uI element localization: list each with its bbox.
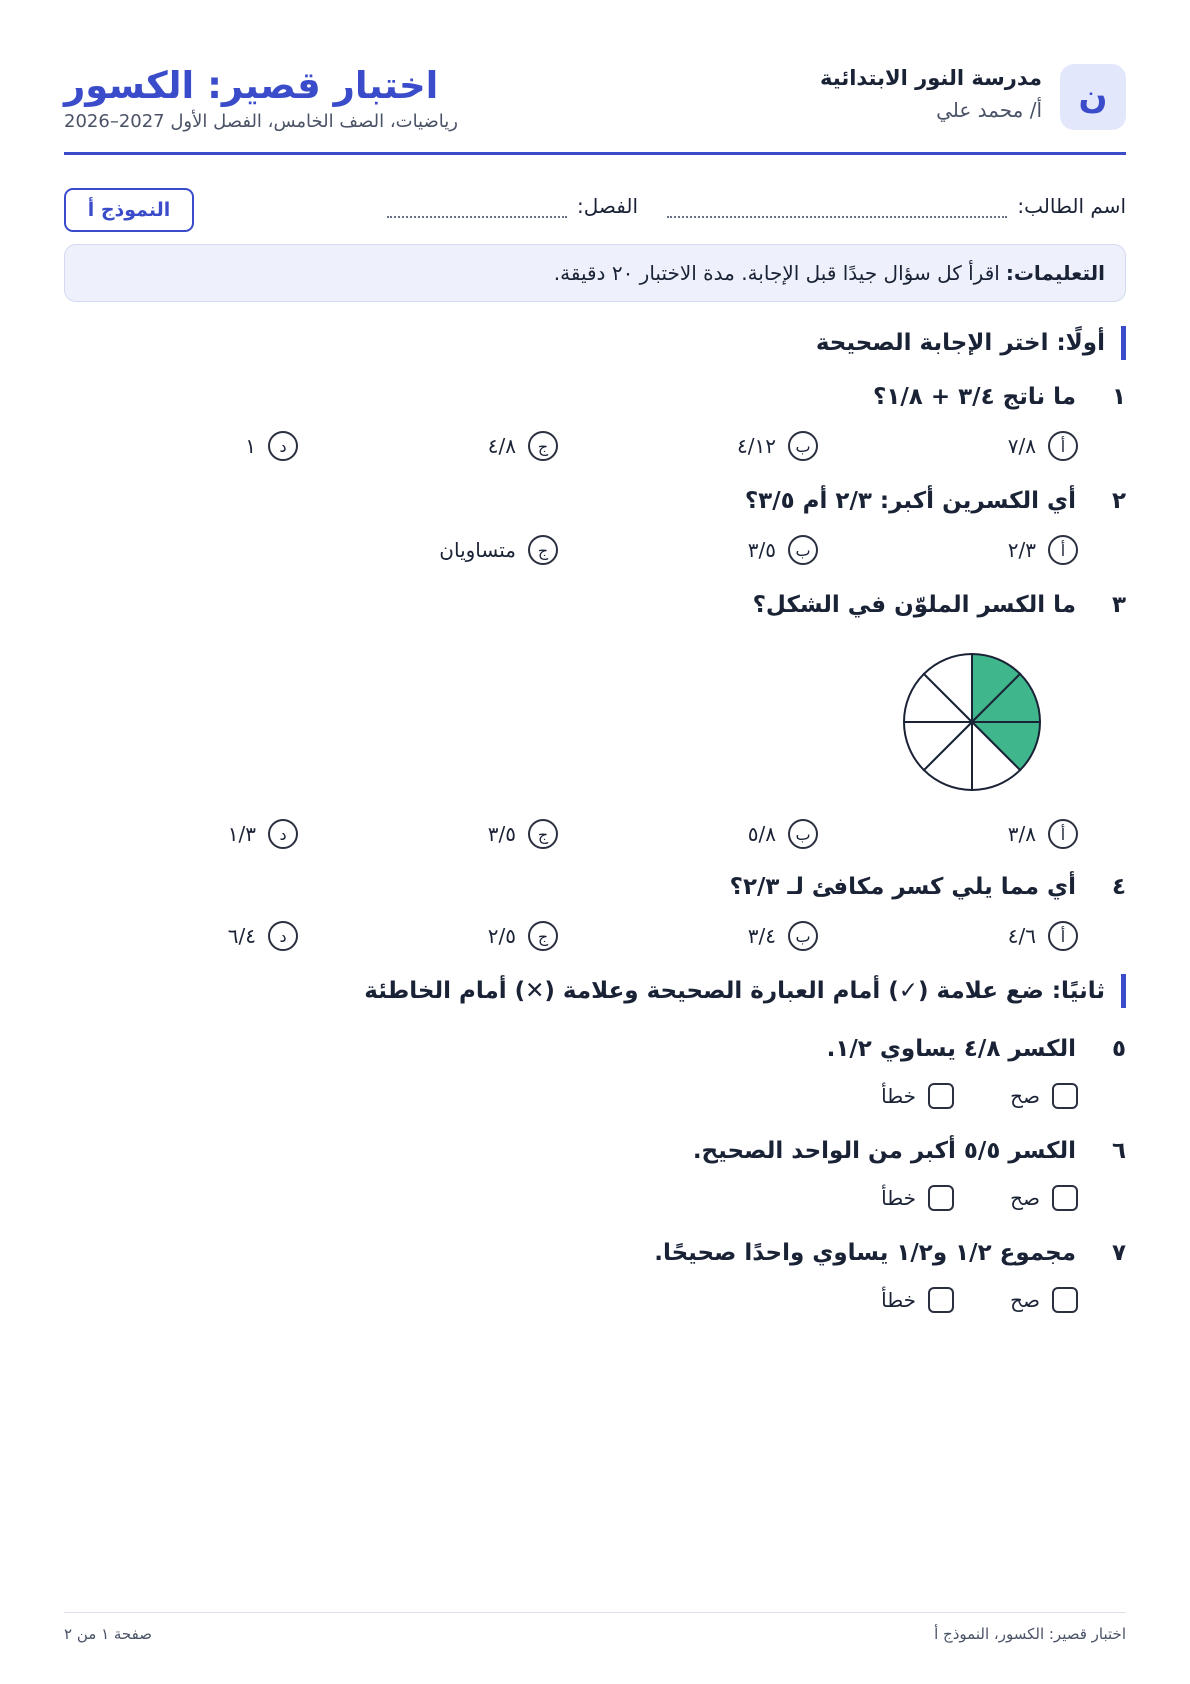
option-value: ٣/٥ — [747, 538, 776, 562]
false-option[interactable] — [881, 1183, 954, 1213]
page-title: اختبار قصير: الكسور — [64, 64, 439, 107]
teacher-name: أ/ محمد علي — [936, 98, 1042, 122]
option-b[interactable] — [748, 918, 818, 954]
question-text: ما الكسر الملوّن في الشكل؟ — [752, 592, 1076, 618]
title-block — [64, 64, 458, 132]
quiz-page — [64, 0, 1126, 1684]
option-letter: أ — [1048, 921, 1078, 951]
question-text: الكسر ٤/٨ يساوي ١/٢. — [826, 1036, 1076, 1062]
false-label: خطأ — [881, 1288, 916, 1312]
question-text: مجموع ١/٢ و١/٢ يساوي واحدًا صحيحًا. — [654, 1240, 1076, 1266]
question-text: ما ناتج ٣/٤ + ١/٨؟ — [873, 384, 1076, 410]
option-a[interactable] — [1008, 428, 1078, 464]
question-number: ٢ — [1111, 488, 1126, 514]
page-subtitle: رياضيات، الصف الخامس، الفصل الأول 2027–2026 — [64, 111, 458, 132]
option-value: ٣/٨ — [1007, 822, 1036, 846]
option-letter: ج — [528, 819, 558, 849]
option-d[interactable] — [228, 918, 298, 954]
option-a[interactable] — [1008, 918, 1078, 954]
option-value: ٢/٥ — [487, 924, 516, 948]
question-number: ١ — [1111, 384, 1126, 410]
option-letter: ج — [528, 535, 558, 565]
class-label: الفصل: — [577, 194, 638, 218]
question-text: أي الكسرين أكبر: ٢/٣ أم ٣/٥؟ — [744, 488, 1076, 514]
student-name-field — [667, 194, 1126, 218]
false-checkbox[interactable] — [928, 1185, 954, 1211]
header — [64, 64, 1126, 155]
question-number: ٥ — [1111, 1036, 1126, 1062]
option-letter: أ — [1048, 819, 1078, 849]
instructions-text: اقرأ كل سؤال جيدًا قبل الإجابة. مدة الاختبار ٢٠ دقيقة. — [553, 261, 1000, 285]
true-checkbox[interactable] — [1052, 1287, 1078, 1313]
student-info-row — [64, 188, 1126, 228]
question-number: ٧ — [1111, 1240, 1126, 1266]
option-b[interactable] — [748, 816, 818, 852]
school-name: مدرسة النور الابتدائية — [820, 66, 1042, 90]
option-value: ٤/٦ — [1007, 924, 1036, 948]
student-name-label: اسم الطالب: — [1017, 194, 1126, 218]
option-letter: ب — [788, 819, 818, 849]
section-1-title: أولًا: اختر الإجابة الصحيحة — [816, 326, 1126, 360]
option-a[interactable] — [1008, 816, 1078, 852]
option-c[interactable] — [439, 532, 558, 568]
option-value: ٥/٨ — [747, 822, 776, 846]
option-letter: ج — [528, 431, 558, 461]
false-label: خطأ — [881, 1084, 916, 1108]
option-value: ٣/٤ — [747, 924, 776, 948]
option-b[interactable] — [737, 428, 818, 464]
page-number: صفحة ١ من ٢ — [64, 1625, 152, 1643]
option-value: ٣/٥ — [487, 822, 516, 846]
option-letter: ب — [788, 921, 818, 951]
option-value: ٤/١٢ — [737, 434, 776, 458]
option-value: ١ — [245, 434, 256, 458]
option-d[interactable] — [245, 428, 298, 464]
false-checkbox[interactable] — [928, 1083, 954, 1109]
true-checkbox[interactable] — [1052, 1185, 1078, 1211]
class-line[interactable] — [387, 194, 567, 218]
option-c[interactable] — [488, 428, 558, 464]
option-letter: د — [268, 921, 298, 951]
footer-title: اختبار قصير: الكسور، النموذج أ — [934, 1625, 1126, 1643]
option-letter: د — [268, 819, 298, 849]
false-checkbox[interactable] — [928, 1287, 954, 1313]
instructions-label: التعليمات: — [1005, 261, 1105, 285]
option-letter: ج — [528, 921, 558, 951]
option-value: ٤/٨ — [487, 434, 516, 458]
true-option[interactable] — [1010, 1183, 1078, 1213]
true-label: صح — [1010, 1288, 1040, 1312]
instructions-box — [64, 244, 1126, 302]
option-value: ٧/٨ — [1007, 434, 1036, 458]
model-badge: النموذج أ — [64, 188, 194, 232]
true-label: صح — [1010, 1186, 1040, 1210]
fraction-pie-figure — [900, 650, 1044, 794]
question-text: الكسر ٥/٥ أكبر من الواحد الصحيح. — [692, 1138, 1076, 1164]
true-option[interactable] — [1010, 1081, 1078, 1111]
option-b[interactable] — [748, 532, 818, 568]
footer — [64, 1612, 1126, 1643]
false-option[interactable] — [881, 1081, 954, 1111]
true-checkbox[interactable] — [1052, 1083, 1078, 1109]
class-field — [387, 194, 638, 218]
option-letter: أ — [1048, 535, 1078, 565]
option-c[interactable] — [488, 816, 558, 852]
question-text: أي مما يلي كسر مكافئ لـ ٢/٣؟ — [729, 874, 1076, 900]
option-d[interactable] — [228, 816, 298, 852]
school-info — [820, 66, 1042, 122]
option-value: ٦/٤ — [227, 924, 256, 948]
false-label: خطأ — [881, 1186, 916, 1210]
question-number: ٤ — [1111, 874, 1126, 900]
school-logo: ن — [1060, 64, 1126, 130]
option-c[interactable] — [488, 918, 558, 954]
true-label: صح — [1010, 1084, 1040, 1108]
option-value: ٢/٣ — [1007, 538, 1036, 562]
true-option[interactable] — [1010, 1285, 1078, 1315]
option-letter: أ — [1048, 431, 1078, 461]
option-letter: ب — [788, 535, 818, 565]
option-a[interactable] — [1008, 532, 1078, 568]
option-letter: ب — [788, 431, 818, 461]
question-number: ٦ — [1111, 1138, 1126, 1164]
question-number: ٣ — [1111, 592, 1126, 618]
option-letter: د — [268, 431, 298, 461]
option-value: متساويان — [439, 538, 516, 562]
option-value: ١/٣ — [227, 822, 256, 846]
section-2-title: ثانيًا: ضع علامة (✓) أمام العبارة الصحيحة وعلامة (✕) أمام الخاطئة — [364, 974, 1126, 1008]
student-name-line[interactable] — [667, 194, 1007, 218]
false-option[interactable] — [881, 1285, 954, 1315]
